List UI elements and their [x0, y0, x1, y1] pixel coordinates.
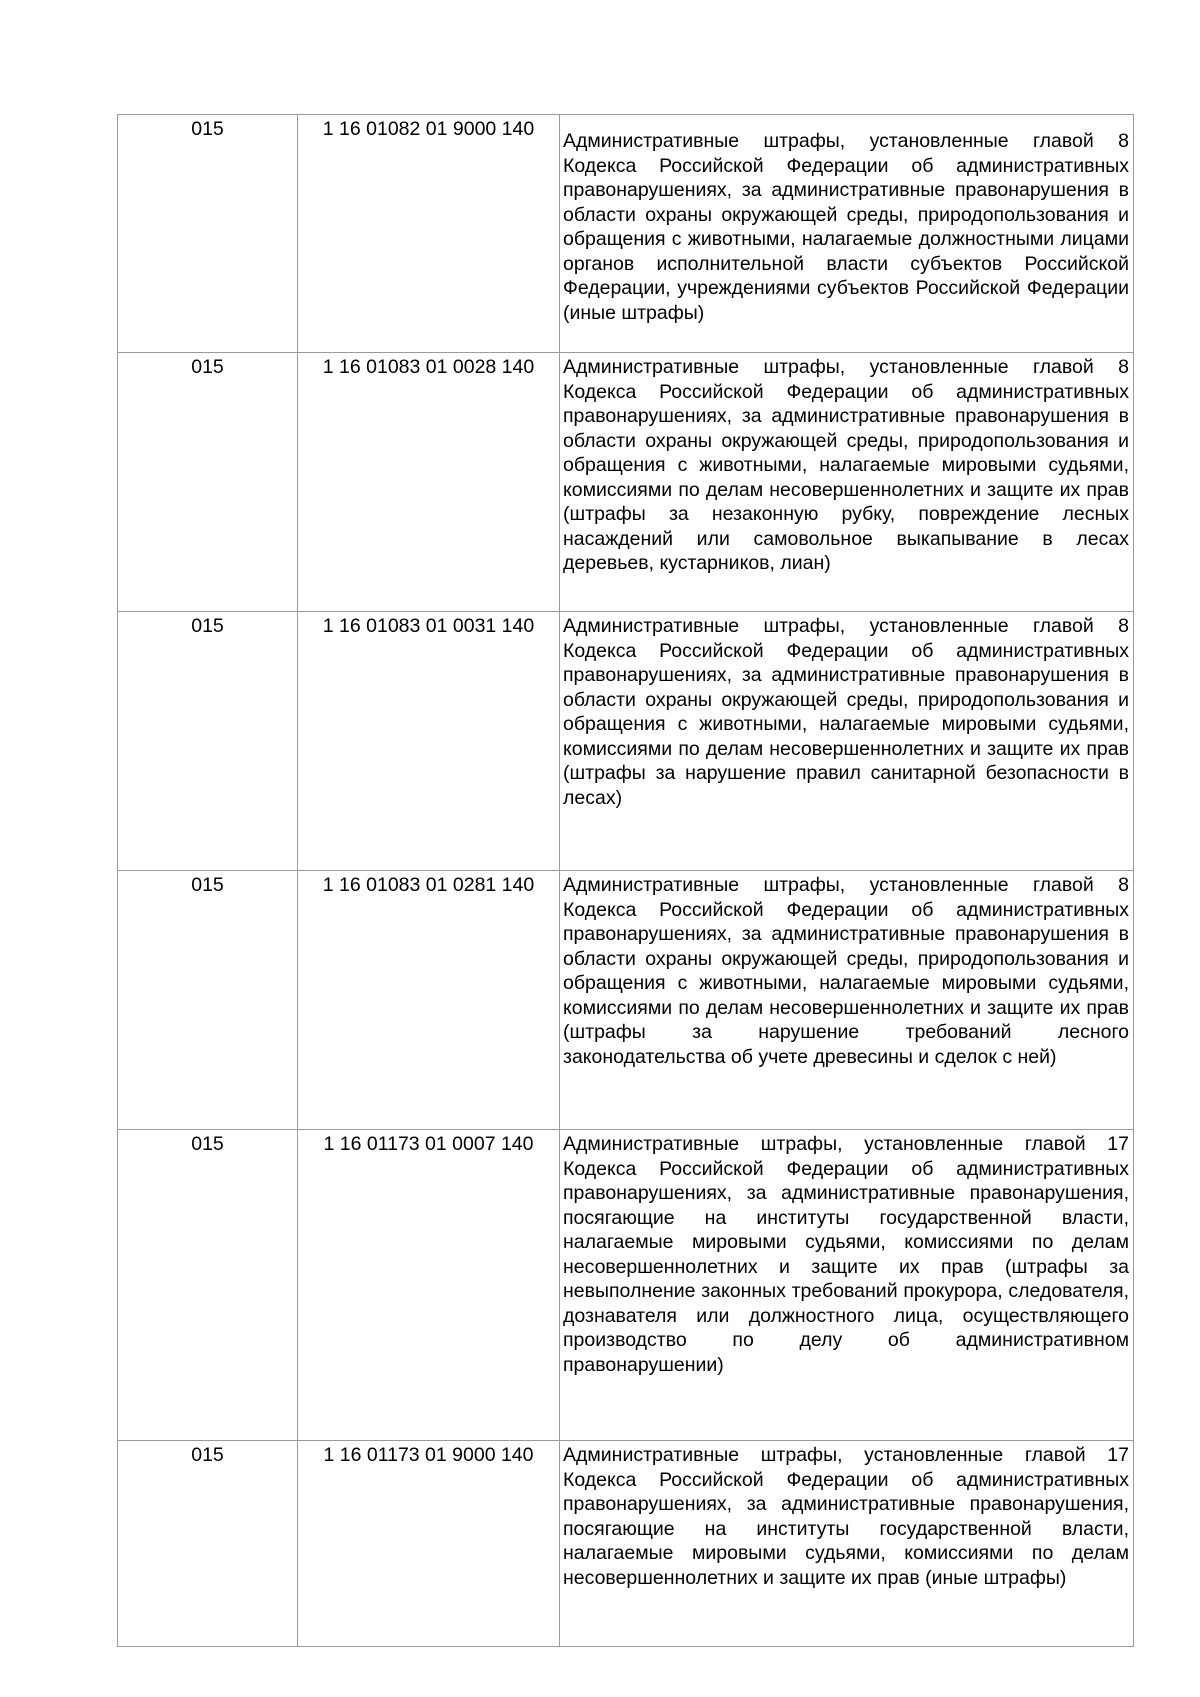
description-text: Административные штрафы, установленные главой 8 Кодекса Российской Федерации об административных правонарушениях, за административные правонарушения в области охраны окружающей среды, природопользования и обращения с животными, налагаемые мировыми судьями, комиссиями по делам несовершеннолетних и защите их прав (штрафы за нарушение требований лесного законодательства об учете древесины и сделок с ней)	[563, 874, 1129, 1068]
description-cell	[560, 1441, 1134, 1647]
admin-code-cell	[118, 353, 298, 612]
admin-code: 015	[191, 356, 224, 378]
description-cell	[560, 871, 1134, 1130]
description-text: Административные штрафы, установленные главой 8 Кодекса Российской Федерации об административных правонарушениях, за административные правонарушения в области охраны окружающей среды, природопользования и обращения с животными, налагаемые должностными лицами органов исполнительной власти субъектов Российской Федерации, учреждениями субъектов Российской Федерации (иные штрафы)	[563, 130, 1129, 324]
admin-code-cell	[118, 612, 298, 871]
admin-code: 015	[191, 874, 224, 896]
admin-code-cell	[118, 1130, 298, 1441]
kbk-code-cell	[298, 1130, 560, 1441]
kbk-code: 1 16 01083 01 0281 140	[322, 874, 535, 896]
admin-code-cell	[118, 1441, 298, 1647]
table-row	[118, 353, 1134, 612]
admin-code: 015	[191, 615, 224, 637]
admin-code-cell	[118, 115, 298, 353]
kbk-code: 1 16 01083 01 0028 140	[322, 356, 535, 378]
table-row	[118, 115, 1134, 353]
table-row	[118, 871, 1134, 1130]
description-cell	[560, 1130, 1134, 1441]
admin-code-cell	[118, 871, 298, 1130]
table-row	[118, 1441, 1134, 1647]
kbk-code-cell	[298, 1441, 560, 1647]
description-cell	[560, 115, 1134, 353]
table-row	[118, 612, 1134, 871]
description-text: Административные штрафы, установленные главой 8 Кодекса Российской Федерации об административных правонарушениях, за административные правонарушения в области охраны окружающей среды, природопользования и обращения с животными, налагаемые мировыми судьями, комиссиями по делам несовершеннолетних и защите их прав (штрафы за нарушение правил санитарной безопасности в лесах)	[563, 615, 1129, 809]
admin-code: 015	[191, 1444, 224, 1466]
description-cell	[560, 353, 1134, 612]
kbk-code-cell	[298, 871, 560, 1130]
kbk-code: 1 16 01173 01 0007 140	[323, 1133, 534, 1155]
kbk-code-cell	[298, 353, 560, 612]
description-text: Административные штрафы, установленные главой 17 Кодекса Российской Федерации об административных правонарушениях, за административные правонарушения, посягающие на институты государственной власти, налагаемые мировыми судьями, комиссиями по делам несовершеннолетних и защите их прав (иные штрафы)	[563, 1444, 1129, 1589]
kbk-code: 1 16 01082 01 9000 140	[322, 118, 535, 140]
description-cell	[560, 612, 1134, 871]
fines-table-body	[118, 115, 1134, 1647]
kbk-code: 1 16 01083 01 0031 140	[322, 615, 535, 637]
description-text: Административные штрафы, установленные главой 8 Кодекса Российской Федерации об административных правонарушениях, за административные правонарушения в области охраны окружающей среды, природопользования и обращения с животными, налагаемые мировыми судьями, комиссиями по делам несовершеннолетних и защите их прав (штрафы за незаконную рубку, повреждение лесных насаждений или самовольное выкапывание в лесах деревьев, кустарников, лиан)	[563, 356, 1129, 574]
fines-table	[117, 114, 1134, 1647]
kbk-code-cell	[298, 115, 560, 353]
kbk-code-cell	[298, 612, 560, 871]
table-row	[118, 1130, 1134, 1441]
admin-code: 015	[191, 118, 224, 140]
kbk-code: 1 16 01173 01 9000 140	[323, 1444, 534, 1466]
description-text: Административные штрафы, установленные главой 17 Кодекса Российской Федерации об административных правонарушениях, за административные правонарушения, посягающие на институты государственной власти, налагаемые мировыми судьями, комиссиями по делам несовершеннолетних и защите их прав (штрафы за невыполнение законных требований прокурора, следователя, дознавателя или должностного лица, осуществляющего производство по делу об административном правонарушении)	[563, 1133, 1129, 1376]
admin-code: 015	[191, 1133, 224, 1155]
